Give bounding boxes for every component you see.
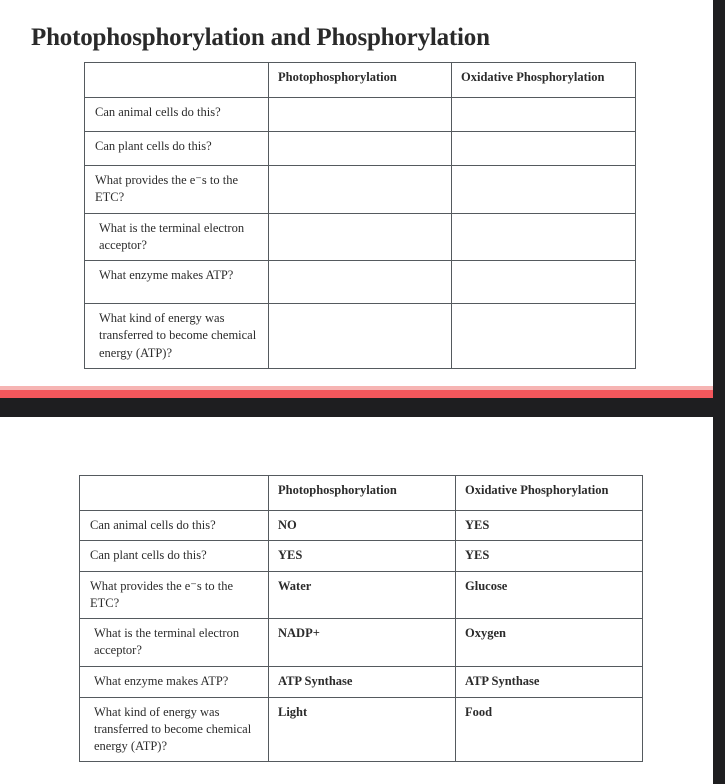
table-row (80, 511, 643, 541)
question-line: acceptor? (99, 237, 147, 252)
oxidative-phosphorylation-answer-cell[interactable]: Food (456, 697, 643, 762)
question-cell (85, 132, 269, 166)
oxidative-phosphorylation-answer-cell[interactable] (452, 304, 636, 369)
oxidative-phosphorylation-answer-cell[interactable] (452, 213, 636, 261)
table-row (80, 619, 643, 667)
question-line: energy (ATP)? (99, 345, 173, 360)
table-row (85, 132, 636, 166)
oxidative-phosphorylation-answer-cell[interactable]: ATP Synthase (456, 666, 643, 697)
column-header-2: Oxidative Phosphorylation (452, 63, 636, 98)
photophosphorylation-answer-cell[interactable]: NO (269, 511, 456, 541)
oxidative-phosphorylation-answer-cell[interactable] (452, 98, 636, 132)
question-line: What enzyme makes ATP? (99, 268, 234, 282)
table-header-row (80, 476, 643, 511)
table-row (85, 166, 636, 214)
oxidative-phosphorylation-answer-cell[interactable]: Oxygen (456, 619, 643, 667)
column-header-1: Photophosphorylation (269, 476, 456, 511)
question-cell (80, 571, 269, 619)
oxidative-phosphorylation-answer-cell[interactable] (452, 166, 636, 214)
question-cell (80, 697, 269, 762)
oxidative-phosphorylation-answer-cell[interactable] (452, 132, 636, 166)
table-row (85, 261, 636, 304)
divider-band-dark (0, 398, 713, 417)
table-row (85, 213, 636, 261)
oxidative-phosphorylation-answer-cell[interactable]: YES (456, 511, 643, 541)
photophosphorylation-answer-cell[interactable]: NADP+ (269, 619, 456, 667)
column-header-0 (85, 63, 269, 98)
photophosphorylation-answer-cell[interactable] (269, 304, 452, 369)
photophosphorylation-answer-cell[interactable] (269, 261, 452, 304)
blank-comparison-table (84, 62, 636, 369)
answer-key-section (0, 417, 713, 784)
photophosphorylation-answer-cell[interactable] (269, 166, 452, 214)
photophosphorylation-answer-cell[interactable]: Water (269, 571, 456, 619)
photophosphorylation-answer-cell[interactable]: ATP Synthase (269, 666, 456, 697)
question-line: What enzyme makes ATP? (94, 673, 229, 688)
question-cell (80, 619, 269, 667)
question-line: Can animal cells do this? (90, 518, 216, 532)
table-row (80, 666, 643, 697)
question-line: What provides the e⁻s to the ETC? (95, 173, 239, 205)
table-header-row (85, 63, 636, 98)
question-cell (85, 213, 269, 261)
question-line: Can plant cells do this? (90, 548, 207, 563)
photophosphorylation-answer-cell[interactable] (269, 213, 452, 261)
question-line: acceptor? (94, 643, 142, 658)
question-cell (80, 666, 269, 697)
question-line: transferred to become chemical (94, 721, 252, 736)
column-header-1: Photophosphorylation (269, 63, 452, 98)
worksheet-section (0, 0, 713, 386)
question-line: What kind of energy was (94, 704, 220, 719)
question-line: Can animal cells do this? (95, 105, 221, 119)
answer-comparison-table (79, 475, 643, 762)
question-cell (85, 261, 269, 304)
question-cell (85, 166, 269, 214)
question-cell (80, 511, 269, 541)
page-title: Photophosphorylation and Phosphorylation (31, 24, 490, 51)
column-header-2: Oxidative Phosphorylation (456, 476, 643, 511)
photophosphorylation-answer-cell[interactable]: YES (269, 541, 456, 571)
question-line: Can plant cells do this? (95, 139, 212, 153)
oxidative-phosphorylation-answer-cell[interactable]: YES (456, 541, 643, 571)
question-cell (85, 304, 269, 369)
table-row (80, 541, 643, 571)
question-cell (80, 541, 269, 571)
question-line: energy (ATP)? (94, 739, 168, 753)
table-row (85, 98, 636, 132)
question-line: What provides the e⁻s to the ETC? (90, 578, 234, 610)
table-row (85, 304, 636, 369)
column-header-0 (80, 476, 269, 511)
oxidative-phosphorylation-answer-cell[interactable] (452, 261, 636, 304)
blank-table-body (85, 63, 636, 369)
question-line: What is the terminal electron (99, 220, 245, 235)
photophosphorylation-answer-cell[interactable]: Light (269, 697, 456, 762)
question-line: What kind of energy was (99, 311, 225, 325)
question-line: What is the terminal electron (94, 626, 240, 640)
divider-band-red (0, 390, 713, 398)
right-edge-strip (713, 0, 725, 784)
photophosphorylation-answer-cell[interactable] (269, 98, 452, 132)
oxidative-phosphorylation-answer-cell[interactable]: Glucose (456, 571, 643, 619)
table-row (80, 571, 643, 619)
question-cell (85, 98, 269, 132)
photophosphorylation-answer-cell[interactable] (269, 132, 452, 166)
table-row (80, 697, 643, 762)
question-line: transferred to become chemical (99, 328, 257, 343)
answer-table-body (80, 476, 643, 762)
